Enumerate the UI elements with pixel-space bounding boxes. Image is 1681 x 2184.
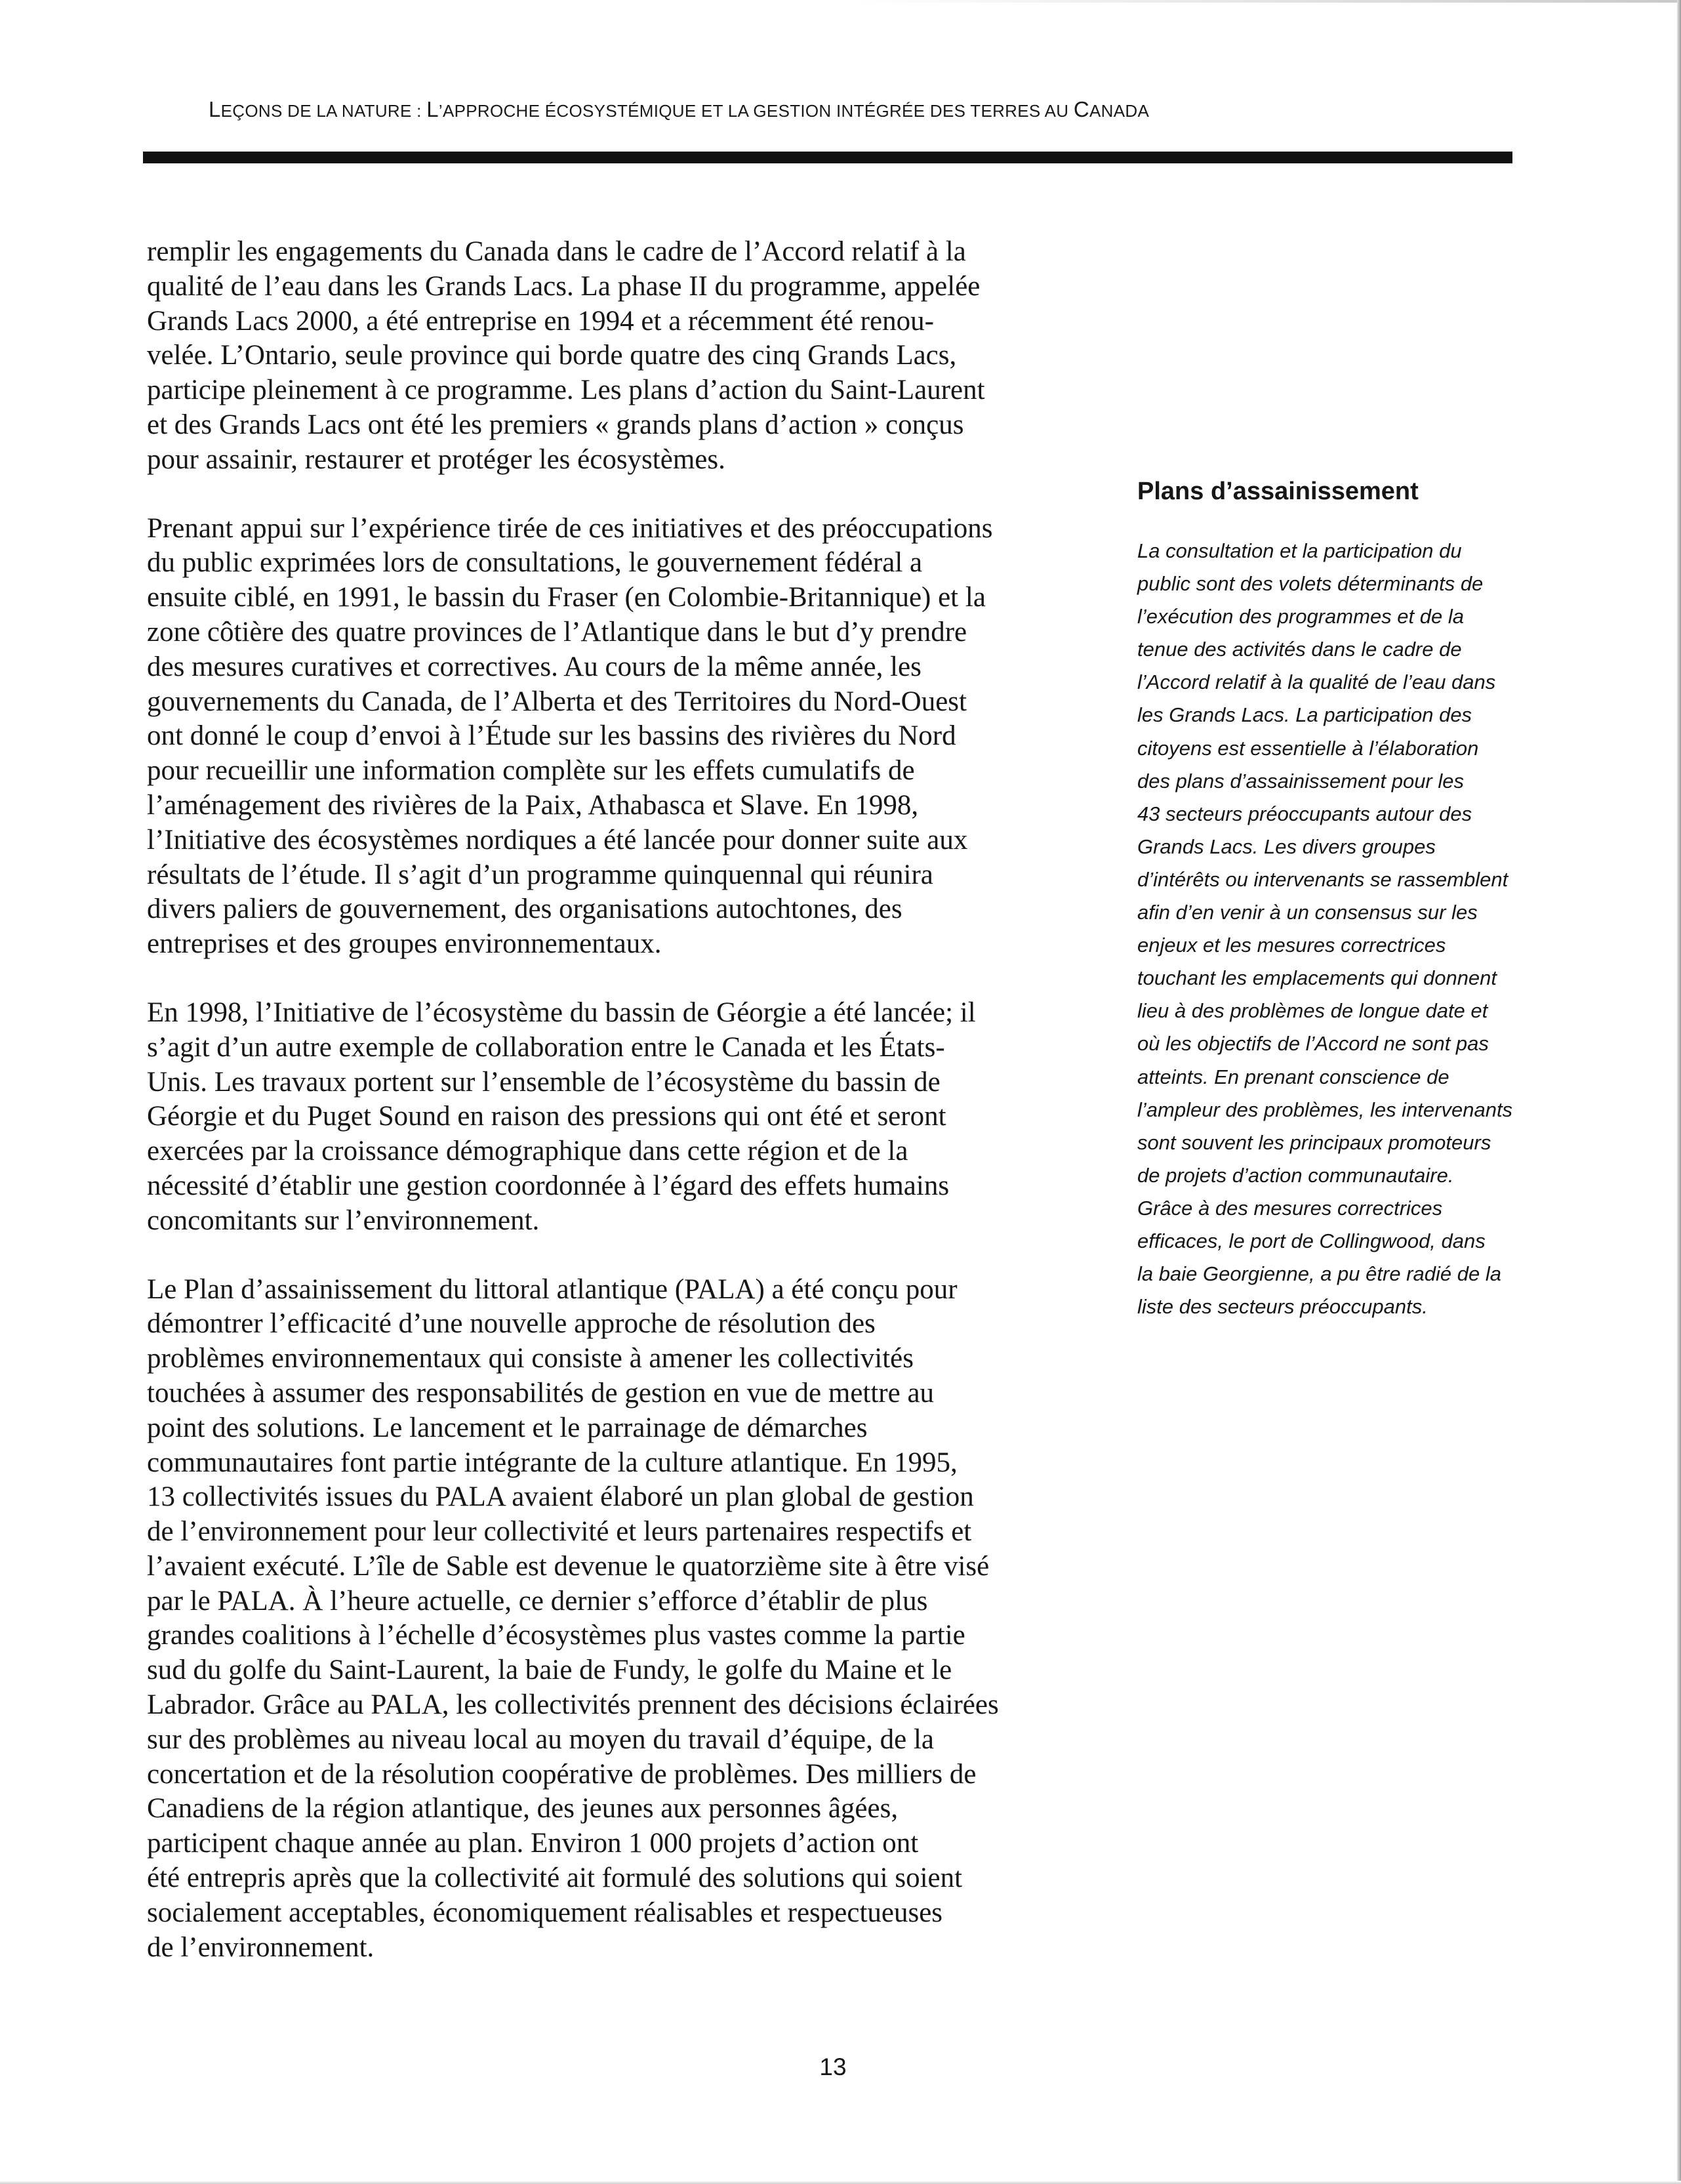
body-text-line: ensuite ciblé, en 1991, le bassin du Fraser (en Colombie-Britannique) et la — [147, 582, 986, 613]
body-text-line: Grands Lacs 2000, a été entreprise en 1994 et a récemment été renou- — [147, 305, 934, 337]
sidebar-text-line: citoyens est essentielle à l’élaboration — [1137, 736, 1479, 760]
body-text-line: l’avaient exécuté. L’île de Sable est devenue le quatorzième site à être visé — [147, 1550, 990, 1582]
sidebar-body — [1137, 535, 1570, 1323]
body-text-line: l’Initiative des écosystèmes nordiques a été lancée pour donner suite aux — [147, 824, 968, 855]
sidebar-text-line: efficaces, le port de Collingwood, dans — [1137, 1229, 1486, 1252]
body-text-line: problèmes environnementaux qui consiste à amener les collectivités — [147, 1343, 914, 1374]
sidebar-text-line: La consultation et la participation du — [1137, 539, 1462, 562]
body-text-line: sud du golfe du Saint-Laurent, la baie de Fundy, le golfe du Maine et le — [147, 1655, 952, 1686]
body-text-line: divers paliers de gouvernement, des organisations autochtones, des — [147, 894, 902, 925]
scan-edge-top — [853, 0, 1681, 3]
body-text-line: et des Grands Lacs ont été les premiers « grands plans d’action » conçus — [147, 409, 964, 440]
sidebar-text-line: touchant les emplacements qui donnent — [1137, 966, 1497, 990]
body-text-line: démontrer l’efficacité d’une nouvelle approche de résolution des — [147, 1308, 876, 1340]
body-text-line: participent chaque année au plan. Environ 1 000 projets d’action ont — [147, 1828, 919, 1859]
sidebar-text-line: tenue des activités dans le cadre de — [1137, 638, 1462, 661]
sidebar-text-line: l’exécution des programmes et de la — [1137, 605, 1464, 628]
sidebar-text-line: où les objectifs de l’Accord ne sont pas — [1137, 1032, 1489, 1056]
sidebar-box — [1137, 478, 1570, 1323]
body-text-line: entreprises et des groupes environnementaux. — [147, 928, 662, 960]
body-text-line: Le Plan d’assainissement du littoral atlantique (PALA) a été conçu pour — [147, 1273, 958, 1305]
body-text-line: gouvernements du Canada, de l’Alberta et des Territoires du Nord-Ouest — [147, 686, 967, 717]
body-text-line: Labrador. Grâce au PALA, les collectivités prennent des décisions éclairées — [147, 1689, 999, 1721]
body-text-line: concertation et de la résolution coopérative de problèmes. Des milliers de — [147, 1758, 977, 1790]
body-text-line: qualité de l’eau dans les Grands Lacs. La phase II du programme, appelée — [147, 270, 981, 302]
page-number: 13 — [819, 2053, 847, 2080]
sidebar-text-line: les Grands Lacs. La participation des — [1137, 703, 1472, 727]
body-text-line: point des solutions. Le lancement et le parrainage de démarches — [147, 1412, 868, 1443]
running-header-segment: C — [1073, 97, 1090, 121]
body-text-line: du public exprimées lors de consultations, le gouvernement fédéral a — [147, 547, 923, 579]
sidebar-text-line: la baie Georgienne, a pu être radié de la — [1137, 1262, 1501, 1286]
sidebar-text-line: enjeux et les mesures correctrices — [1137, 934, 1446, 957]
sidebar-text-line: Grands Lacs. Les divers groupes — [1137, 834, 1436, 858]
body-text-line: remplir les engagements du Canada dans le cadre de l’Accord relatif à la — [147, 236, 966, 267]
sidebar-text-line: public sont des volets déterminants de — [1137, 572, 1484, 596]
sidebar-text-line: l’ampleur des problèmes, les intervenants — [1137, 1098, 1513, 1121]
running-header-segment: L — [426, 97, 439, 121]
body-paragraph — [147, 235, 1091, 478]
sidebar-text-line: sont souvent les principaux promoteurs — [1137, 1130, 1491, 1154]
sidebar-text-line: l’Accord relatif à la qualité de l’eau dans — [1137, 670, 1496, 694]
sidebar-text-line: des plans d’assainissement pour les — [1137, 769, 1464, 793]
sidebar-text-line: afin d’en venir à un consensus sur les — [1137, 901, 1478, 924]
body-text-line: de l’environnement. — [147, 1931, 375, 1963]
body-text-line: zone côtière des quatre provinces de l’Atlantique dans le but d’y prendre — [147, 616, 967, 648]
running-header-segment: L — [209, 97, 221, 121]
running-header-segment: ANADA — [1089, 101, 1150, 121]
body-text-line: de l’environnement pour leur collectivité et leurs partenaires respectifs et — [147, 1516, 972, 1548]
body-text-line: socialement acceptables, économiquement réalisables et respectueuses — [147, 1897, 943, 1928]
scan-edge-right — [1677, 0, 1681, 2184]
sidebar-text-line: Grâce à des mesures correctrices — [1137, 1196, 1443, 1220]
body-text-line: été entrepris après que la collectivité ait formulé des solutions qui soient — [147, 1863, 963, 1894]
body-text-line: Canadiens de la région atlantique, des jeunes aux personnes âgées, — [147, 1793, 899, 1824]
sidebar-text-line: d’intérêts ou intervenants se rassemblent — [1137, 867, 1509, 891]
body-paragraph — [147, 1273, 1091, 1966]
body-text-line: s’agit d’un autre exemple de collaboration entre le Canada et les États- — [147, 1031, 945, 1063]
body-text-line: concomitants sur l’environnement. — [147, 1205, 540, 1236]
body-text-line: ont donné le coup d’envoi à l’Étude sur les bassins des rivières du Nord — [147, 720, 956, 752]
body-text-line: l’aménagement des rivières de la Paix, Athabasca et Slave. En 1998, — [147, 789, 919, 821]
sidebar-text-line: 43 secteurs préoccupants autour des — [1137, 802, 1472, 825]
body-text-line: grandes coalitions à l’échelle d’écosystèmes plus vastes comme la partie — [147, 1620, 965, 1651]
running-header-segment: ’APPROCHE ÉCOSYSTÉMIQUE ET LA GESTION INTÉGRÉE DES TERRES AU — [438, 101, 1074, 121]
body-paragraph — [147, 512, 1091, 962]
sidebar-title: Plans d’assainissement — [1137, 478, 1419, 505]
running-header-segment: EÇONS DE LA NATURE : — [220, 101, 427, 121]
body-text-line: résultats de l’étude. Il s’agit d’un programme quinquennal qui réunira — [147, 859, 933, 890]
body-text-line: touchées à assumer des responsabilités de gestion en vue de mettre au — [147, 1377, 935, 1409]
sidebar-text-line: atteints. En prenant conscience de — [1137, 1065, 1449, 1088]
header-rule — [143, 152, 1512, 163]
body-text-line: des mesures curatives et correctives. Au cours de la même année, les — [147, 651, 922, 682]
body-text-line: nécessité d’établir une gestion coordonnée à l’égard des effets humains — [147, 1170, 950, 1201]
sidebar-text-line: de projets d’action communautaire. — [1137, 1163, 1454, 1187]
body-text-line: pour assainir, restaurer et protéger les écosystèmes. — [147, 443, 725, 475]
scan-edge-bottom — [0, 2181, 1681, 2184]
body-text-line: pour recueillir une information complète sur les effets cumulatifs de — [147, 755, 915, 787]
body-text-line: sur des problèmes au niveau local au moyen du travail d’équipe, de la — [147, 1723, 935, 1755]
body-text-line: par le PALA. À l’heure actuelle, ce dernier s’efforce d’établir de plus — [147, 1585, 928, 1617]
body-text-line: velée. L’Ontario, seule province qui borde quatre des cinq Grands Lacs, — [147, 340, 957, 371]
body-text-line: En 1998, l’Initiative de l’écosystème du bassin de Géorgie a été lancée; il — [147, 997, 976, 1028]
sidebar-text-line: lieu à des problèmes de longue date et — [1137, 999, 1488, 1023]
body-text-line: exercées par la croissance démographique dans cette région et de la — [147, 1136, 908, 1167]
body-text-line: 13 collectivités issues du PALA avaient élaboré un plan global de gestion — [147, 1481, 974, 1513]
body-text-line: Prenant appui sur l’expérience tirée de ces initiatives et des préoccupations — [147, 512, 993, 544]
body-text-line: Géorgie et du Puget Sound en raison des pressions qui ont été et seront — [147, 1101, 946, 1132]
body-text-line: communautaires font partie intégrante de la culture atlantique. En 1995, — [147, 1447, 958, 1478]
body-text-line: Unis. Les travaux portent sur l’ensemble de l’écosystème du bassin de — [147, 1066, 941, 1098]
body-paragraph — [147, 996, 1091, 1239]
body-text-line: participe pleinement à ce programme. Les plans d’action du Saint-Laurent — [147, 375, 985, 406]
running-header — [209, 97, 1455, 122]
main-text-column — [147, 235, 1091, 1999]
sidebar-text-line: liste des secteurs préoccupants. — [1137, 1295, 1428, 1319]
